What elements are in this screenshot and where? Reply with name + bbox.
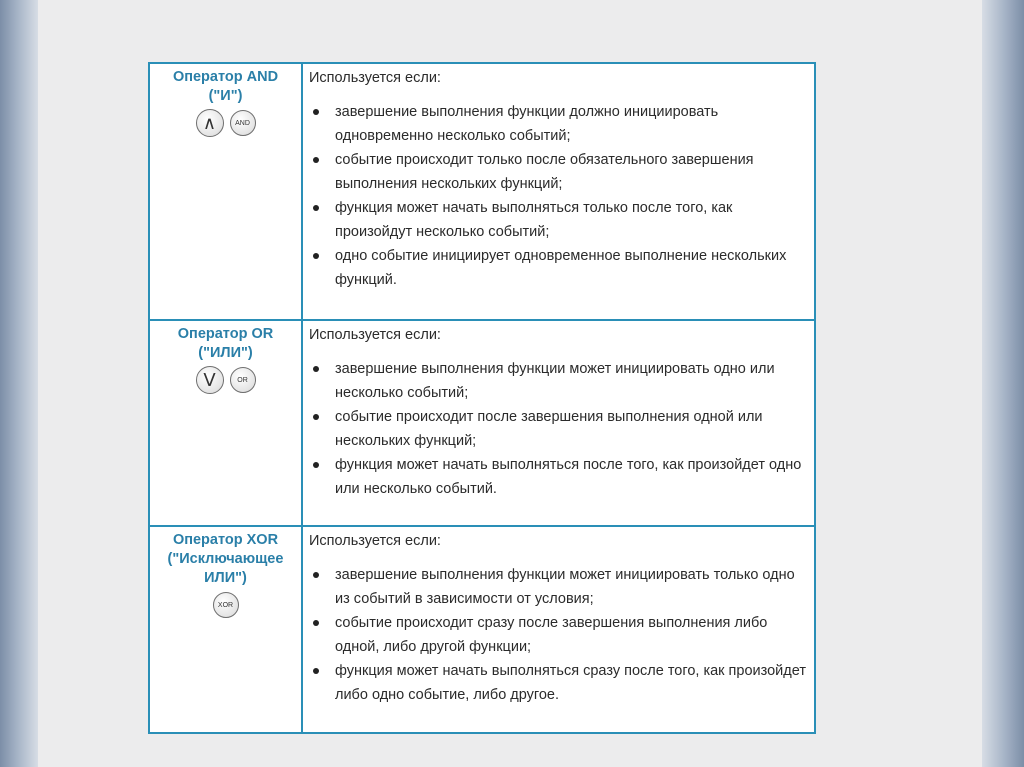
list-item: событие происходит только после обязательного завершения выполнения нескольких функций; xyxy=(309,148,808,196)
list-item: функция может начать выполняться после того, как произойдет одно или несколько событий. xyxy=(309,453,808,501)
table-row-or xyxy=(150,321,814,527)
slide xyxy=(38,0,982,767)
operator-icons-xor xyxy=(150,591,301,618)
left-frame-strip xyxy=(0,0,38,767)
list-item: завершение выполнения функции может инициировать только одно из событий в зависимости от условия; xyxy=(309,563,808,611)
list-item: завершение выполнения функции может инициировать одно или несколько событий; xyxy=(309,357,808,405)
table-row-and xyxy=(150,64,814,321)
list-item: событие происходит сразу после завершения выполнения либо одной, либо другой функции; xyxy=(309,611,808,659)
operator-name-xor: Оператор XOR ("Исключающее ИЛИ") xyxy=(167,532,284,586)
description-cell-xor xyxy=(303,527,814,732)
list-item: одно событие инициирует одновременное выполнение нескольких функций. xyxy=(309,244,808,292)
description-heading: Используется если: xyxy=(309,70,441,86)
list-item: завершение выполнения функции должно инициировать одновременно несколько событий; xyxy=(309,100,808,148)
logical-and-icon: ∧ xyxy=(196,109,224,137)
bullet-list-or xyxy=(309,357,808,501)
list-item: функция может начать выполняться только после того, как произойдут несколько событий; xyxy=(309,196,808,244)
description-heading: Используется если: xyxy=(309,327,441,343)
list-item: функция может начать выполняться сразу после того, как произойдет либо одно событие, либо другое. xyxy=(309,659,808,707)
xor-gate-icon: XOR xyxy=(213,592,239,618)
table-row-xor xyxy=(150,527,814,732)
bullet-list-xor xyxy=(309,563,808,707)
operator-cell-xor xyxy=(150,527,303,732)
operator-cell-and xyxy=(150,64,303,319)
operator-name-or: Оператор OR ("ИЛИ") xyxy=(177,326,274,361)
or-gate-icon: OR xyxy=(230,367,256,393)
description-cell-and xyxy=(303,64,814,319)
logical-or-icon: V xyxy=(196,366,224,394)
right-frame-strip xyxy=(982,0,1024,767)
operator-cell-or xyxy=(150,321,303,525)
operator-name-and: Оператор AND ("И") xyxy=(172,69,279,104)
description-cell-or xyxy=(303,321,814,525)
description-heading: Используется если: xyxy=(309,533,441,549)
operators-table xyxy=(148,62,816,734)
operator-icons-and xyxy=(150,109,301,137)
list-item: событие происходит после завершения выполнения одной или нескольких функций; xyxy=(309,405,808,453)
operator-icons-or xyxy=(150,366,301,394)
bullet-list-and xyxy=(309,100,808,292)
and-gate-icon: AND xyxy=(230,110,256,136)
